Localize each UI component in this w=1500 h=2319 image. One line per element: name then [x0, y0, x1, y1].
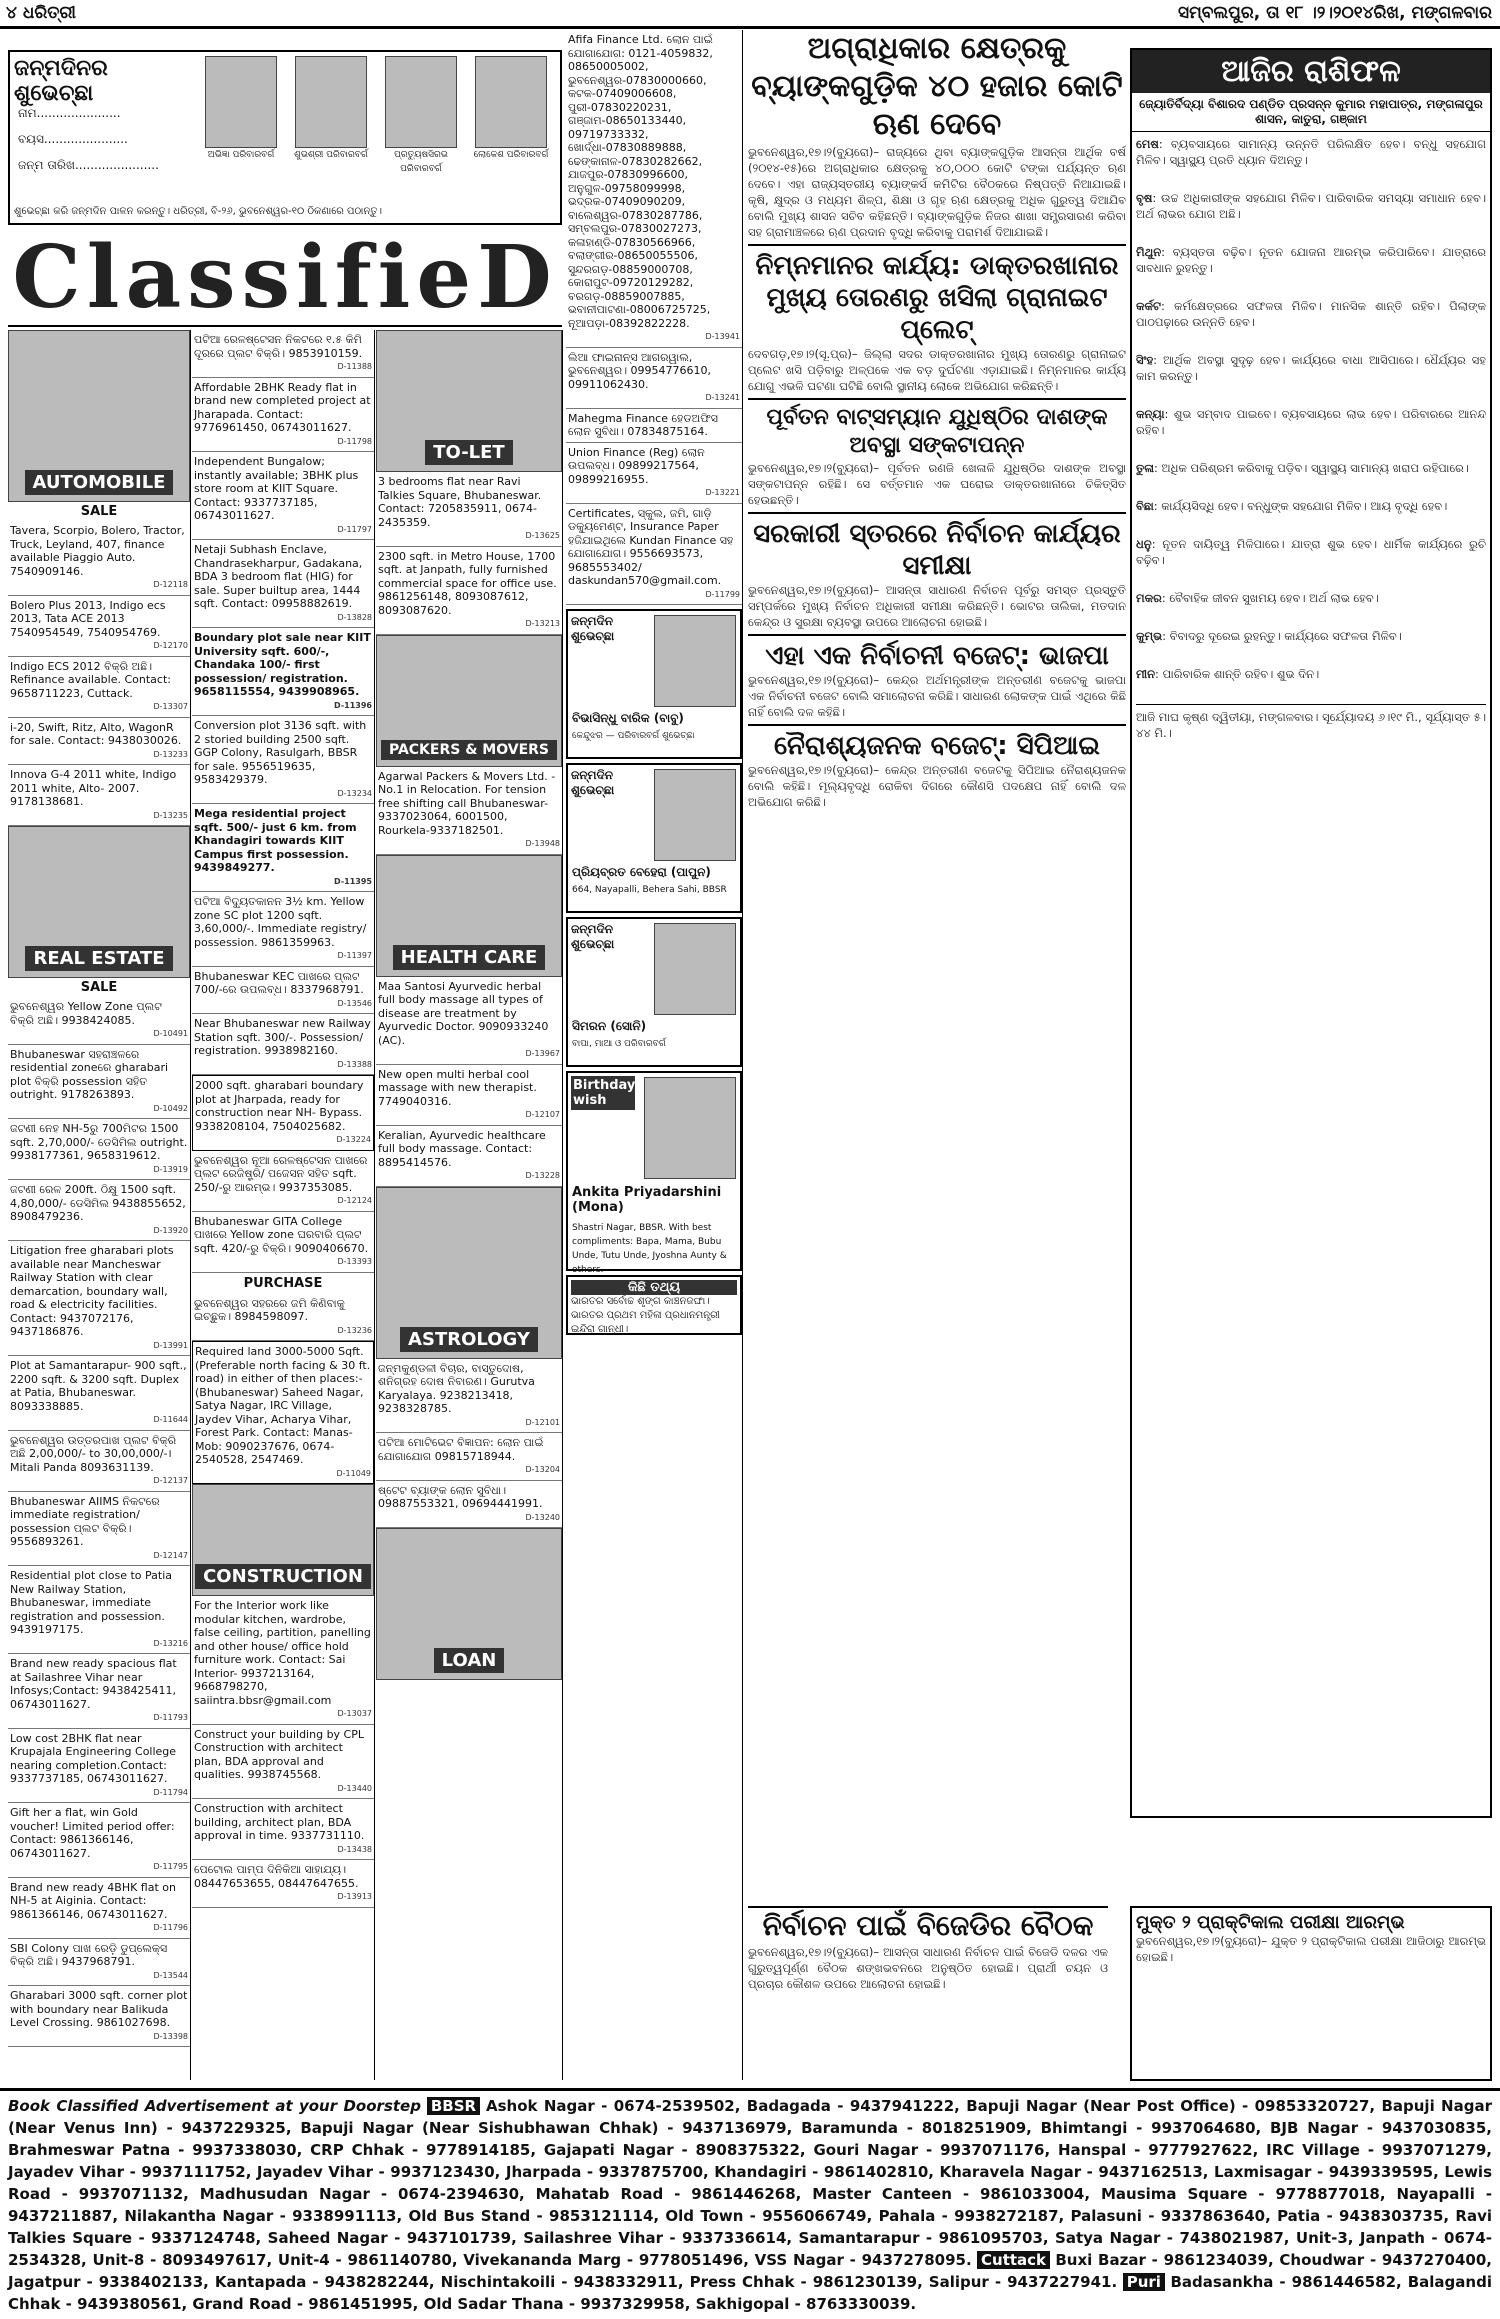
horoscope-sign: ବିଛା: କାର୍ଯ୍ୟସିଦ୍ଧି ହେବ। ବନ୍ଧୁଙ୍କ ସହଯୋଗ ମିଳିବ। ଆୟ ବୃଦ୍ଧି ହେବ। [1136, 499, 1448, 513]
construction-image [192, 1484, 374, 1596]
classified-ad: New open multi herbal cool massage with new therapist. 7749040316. D-12107 [376, 1065, 562, 1126]
classified-ad: ଭୁବନେଶ୍ୱର ସହରରେ ଜମି କିଣିବାକୁ ଇଚ୍ଛୁକ। 8984598097. D-13236 [192, 1294, 374, 1342]
mini-birthday-box [566, 917, 742, 1067]
mini-birthday-title: ଜନ୍ମଦିନ ଶୁଭେଚ୍ଛା [571, 922, 615, 951]
puri-agents: Badasankha - 9861446582, Balagandi Chhak - 9439380561, Grand Road - 9861451995, Old Sadar Thana - 9937329958, Sakhigopal - 8763330039. [8, 2273, 1492, 2313]
child-photo [654, 923, 736, 1015]
classified-ad: Agarwal Packers & Movers Ltd. - No.1 in Relocation. For tension free shifting call Bhubaneswar- 9337023064, 6001500, Rourkela-9337182501. D-13948 [376, 767, 562, 855]
news-headline: ନିମ୍ନମାନର କାର୍ଯ୍ୟ: ଡାକ୍ତରଖାନାର ମୁଖ୍ୟ ତୋରଣରୁ ଖସିଲା ଗ୍ରାନାଇଟ ପ୍ଲେଟ୍ [755, 251, 1119, 345]
horoscope-title: ଆଜିର ରାଶିଫଳ [1132, 50, 1490, 93]
photo-caption: ଶୁଭଶ୍ରୀ ପରିବାରବର୍ଗ [294, 150, 368, 160]
horoscope-sign: ମକର: ବୈବାହିକ ଜୀବନ ସୁଖମୟ ହେବ। ଅର୍ଥ ଲାଭ ହେବ। [1136, 591, 1379, 605]
fact-box [566, 1275, 742, 1335]
classified-ad: SBI Colony ପାଖ ରେଡ଼ି ଡୁପ୍ଲେକ୍ସ ବିକ୍ରି ଅଛି। 9437968791. D-13544 [8, 1939, 190, 1987]
horoscope-sign: ବୃଷ: ଉଚ୍ଚ ଅଧିକାରୀଙ୍କ ସହଯୋଗ ମିଳିବ। ପାରିବାରିକ ସମସ୍ୟା ସମାଧାନ ହେବ। ଅର୍ଥ ଲାଭର ଯୋଗ ଅଛି। [1136, 191, 1486, 221]
astrology-label: ASTROLOGY [400, 1327, 538, 1352]
mini-birthday-detail: 664, Nayapalli, Behera Sahi, BBSR [572, 885, 727, 895]
col2-ad-list [192, 330, 374, 1273]
classified-ad: Bhubaneswar GITA College ପାଖରେ Yellow zone ଘରବାରି ପ୍ଲଟ sqft. 420/-ରୁ ବିକ୍ରି। 9090406670. D-13393 [192, 1212, 374, 1273]
news-article [748, 724, 1126, 810]
sale-heading: SALE [80, 980, 118, 995]
news-article [1130, 1906, 1492, 2081]
classified-ad: Conversion plot 3136 sqft. with 2 storied building 2500 sqft. GGP Colony, Rasulgarh, BBSR for sale. 9556519635, 9583429379. D-13234 [192, 716, 374, 804]
horoscope-sign: ମେଷ: ବ୍ୟବସାୟରେ ସାମାନ୍ୟ ଉନ୍ନତି ପରିଲକ୍ଷିତ ହେବ। ବନ୍ଧୁ ସହଯୋଗ ମିଳିବ। ସ୍ୱାସ୍ଥ୍ୟ ପ୍ରତି ଧ୍ୟାନ ଦିଅନ୍ତୁ। [1136, 137, 1486, 167]
news-body: ଭୁବନେଶ୍ୱର,୧୭।୨(ବ୍ୟୁରୋ)– ଯୁକ୍ତ ୨ ପ୍ରାକ୍ଟିକାଲ ପରୀକ୍ଷା ଆଜିଠାରୁ ଆରମ୍ଭ ହୋଇଛି। [1136, 1934, 1486, 1964]
birthday-form [18, 100, 188, 178]
mini-birthday-detail: Shastri Nagar, BBSR. With best compliments: Bapa, Mama, Bubu Unde, Tutu Unde, Jyoshna Aunty & others. [572, 1223, 727, 1275]
mini-birthday-title: ଜନ୍ମଦିନ ଶୁଭେଚ୍ଛା [571, 614, 615, 643]
footer-booking-strip [0, 2088, 1500, 2313]
mini-birthday-title: Birthday wish [573, 1078, 636, 1108]
horoscope-panel [1130, 48, 1492, 1818]
news-body: ଭୁବନେଶ୍ୱର,୧୭।୨(ବ୍ୟୁରୋ)– କେନ୍ଦ୍ର ଅର୍ଥମନ୍ତ୍ରୀଙ୍କ ଅନ୍ତରୀଣ ବଜେଟକୁ ଭାଜପା ଏକ ନିର୍ବାଚନୀ ବଜେଟ ବୋଲି ସମାଲୋଚନା କରିଛି। ସାଧାରଣ ଲୋକଙ୍କ ପାଇଁ ଏଥିରେ କିଛି ନାହିଁ ବୋଲି ଦଳ କହିଛି। [748, 673, 1126, 719]
mini-birthday-detail: କେନ୍ଦୁଝର — ପରିବାରବର୍ଗ ଶୁଭେଚ୍ଛା [572, 731, 695, 741]
classified-ad: Residential plot close to Patia New Railway Station, Bhubaneswar, immediate registration and possession. 9439197175. D-13216 [8, 1566, 190, 1654]
classified-column-3 [376, 330, 563, 2080]
classified-ad: For the Interior work like modular kitchen, wardrobe, false ceiling, partition, panelling and other house/ office hold furniture work. Contact: Sai Interior- 9937213164, 9668798270, saiintra.bbsr@gmail.com D-13037 [192, 1596, 374, 1725]
photo-caption: ପ୍ରତ୍ୟୁଷସିରଭ ପରିବାରବର୍ଗ [394, 150, 448, 174]
horoscope-sign: ସିଂହ: ଆର୍ଥିକ ଅବସ୍ଥା ସୁଦୃଢ଼ ହେବ। କାର୍ଯ୍ୟରେ ବାଧା ଆସିପାରେ। ଧୈର୍ଯ୍ୟର ସହ କାମ କରନ୍ତୁ। [1136, 353, 1487, 383]
classified-ad: ଭୁବନେଶ୍ୱର Yellow Zone ପ୍ଲଟ ବିକ୍ରି ଅଛି। 9938424085. D-10491 [8, 997, 190, 1045]
horoscope-sign: ଧନୁ: ନୂତନ ଦାୟିତ୍ୱ ମିଳିପାରେ। ଯାତ୍ରା ଶୁଭ ହେବ। ଧାର୍ମିକ କାର୍ଯ୍ୟରେ ରୁଚି ବଢ଼ିବ। [1136, 537, 1486, 567]
page-number-label: ୪ ଧରିତ୍ରୀ [6, 3, 76, 23]
horoscope-list [1132, 132, 1490, 745]
classified-ad: Union Finance (Reg) ଲୋନ ଉପଲବ୍ଧ। 09899217564, 09899216955. D-13221 [566, 443, 742, 504]
health-care-label: HEALTH CARE [393, 945, 546, 970]
classified-ad: Construct your building by CPL Construction with architect plan, BDA approval and qualities. 9938745568. D-13440 [192, 1725, 374, 1800]
classified-ad: ପଟିଆ ମୋଟିଭେଟ ବିଜ୍ଞାପନ: ଲୋନ ପାଇଁ ଯୋଗାଯୋଗ 09815718944. D-13204 [376, 1433, 562, 1481]
news-article [748, 398, 1126, 508]
news-body: ଦେବଗଡ଼,୧୭।୨(ସୂ.ପ୍ର)– ଜିଲ୍ଲା ସଦର ଡାକ୍ତରଖାନାର ମୁଖ୍ୟ ତୋରଣରୁ ଗ୍ରାନାଇଟ ପ୍ଲେଟ ଖସି ପଡ଼ିବାରୁ ଅଳ୍ପକେ ଏକ ବଡ଼ ଦୁର୍ଘଟଣା ଏଡ଼ାଯାଇଛି। ନିମ୍ନମାନର କାର୍ଯ୍ୟ ଯୋଗୁ ଏଭଳି ଘଟଣା ଘଟିଛି ବୋଲି ସ୍ଥାନୀୟ ଲୋକେ ଅଭିଯୋଗ କରିଛନ୍ତି। [748, 347, 1126, 393]
classified-ad: Netaji Subhash Enclave, Chandrasekharpur, Gadakana, BDA 3 bedroom flat (HIG) for sale. Super builtup area, 1444 sqft. Contact: 09958882619. D-13828 [192, 540, 374, 628]
birthday-panel-title: ଜନ୍ମଦିନର ଶୁଭେଚ୍ଛା [14, 56, 108, 106]
news-body: ଭୁବନେଶ୍ୱର,୧୭।୨(ବ୍ୟୁରୋ)– ପୂର୍ବତନ ରଣଜି ଖେଳାଳି ଯୁଧିଷ୍ଠିର ଦାଶଙ୍କ ଅବସ୍ଥା ସଙ୍କଟାପନ୍ନ ରହିଛି। ସେ ବର୍ତ୍ତମାନ ଏକ ଘରୋଇ ଡାକ୍ତରଖାନାରେ ଚିକିତ୍ସିତ ହେଉଛନ୍ତି। [748, 461, 1126, 507]
horoscope-byline: ଜ୍ୟୋତିର୍ବିଦ୍ୟା ବିଶାରଦ ପଣ୍ଡିତ ପ୍ରସନ୍ନ କୁମାର ମହାପାତ୍ର, ମଙ୍ଗଳାପୁର ଶାସନ, କାତୁରା, ଗଞ୍ଜାମ [1132, 93, 1490, 132]
news-body: ଭୁବନେଶ୍ୱର,୧୭।୨(ବ୍ୟୁରୋ)– ରାଜ୍ୟରେ ଥିବା ବ୍ୟାଙ୍କଗୁଡ଼ିକ ଆସନ୍ତା ଆର୍ଥିକ ବର୍ଷ (୨୦୧୪-୧୫)ରେ ଅଗ୍ରାଧିକାର କ୍ଷେତ୍ରକୁ ୪୦,୦୦୦ କୋଟି ଟଙ୍କା ପର୍ଯ୍ୟନ୍ତ ଋଣ ଦେବେ। ଏହା ରାଜ୍ୟସ୍ତରୀୟ ବ୍ୟାଙ୍କର୍ସ କମିଟିର ବୈଠକରେ ନିଷ୍ପତ୍ତି ନିଆଯାଇଛି। କୃଷି, କ୍ଷୁଦ୍ର ଓ ମଧ୍ୟମ ଶିଳ୍ପ, ଶିକ୍ଷା ଓ ଗୃହ ଋଣ କ୍ଷେତ୍ରକୁ ଅଧିକ ଗୁରୁତ୍ୱ ଦିଆଯିବ ବୋଲି ମୁଖ୍ୟ ଶାସନ ସଚିବ କହିଛନ୍ତି। ବ୍ୟାଙ୍କଗୁଡ଼ିକ ନିଜର ଶାଖା ସମ୍ପ୍ରସାରଣ କରିବା ସହ ଗ୍ରାମାଞ୍ଚଳରେ ଋଣ ପ୍ରଦାନ ବୃଦ୍ଧି କରିବାକୁ ପରାମର୍ଶ ଦିଆଯାଇଛି। [748, 145, 1126, 239]
fact-box-text: ଭାରତର ସର୍ବୋଚ୍ଚ ଶୃଙ୍ଗ କାଞ୍ଚନଜଙ୍ଘା। ଭାରତର ପ୍ରଥମ ମହିଳା ପ୍ରଧାନମନ୍ତ୍ରୀ ଇନ୍ଦିରା ଗାନ୍ଧୀ। [571, 1296, 720, 1335]
classified-ad: i-20, Swift, Ritz, Alto, WagonR for sale. Contact: 9438030026. D-13233 [8, 718, 190, 766]
classified-ad: Indigo ECS 2012 ବିକ୍ରି ଅଛି। Refinance available. Contact: 9658711223, Cuttack. D-13307 [8, 657, 190, 718]
mini-birthday-name: ବିଭାସିନ୍ଧୁ ବାରିକ (ବାବୁ) [572, 711, 684, 725]
classified-ad: ଭୁବନେଶ୍ୱର ନୂଆ ରେଳଷ୍ଟେସନ ପାଖରେ ପ୍ଲଟ ରେଜିଷ୍ଟ୍ରି/ ପଜେସନ ସହିତ sqft. 250/-ରୁ ଆରମ୍ଭ। 9937353085. D-12124 [192, 1151, 374, 1212]
news-article [748, 30, 1126, 240]
estate-ad-list [8, 997, 190, 2047]
child-photo [654, 769, 736, 861]
news-column [748, 30, 1126, 2080]
cuttack-agents: Buxi Bazar - 9861234039, Choudwar - 9437270400, Jagatpur - 9338402133, Kantapada - 9438282244, Nischintakoili - 9438332911, Press Chhak - 9861230139, Salipur - 9437227941. [8, 2251, 1492, 2291]
classified-ad: Near Bhubaneswar new Railway Station sqft. 300/-. Possession/ registration. 9938982160. D-13388 [192, 1014, 374, 1075]
child-photo [475, 56, 547, 148]
form-name-line: ନାମ...................... [18, 106, 121, 120]
classified-column-2 [192, 330, 375, 2080]
classified-banner [8, 227, 562, 328]
classified-ad: Brand new ready spacious flat at Sailashree Vihar near Infosys;Contact: 9438425411, 06743011627. D-11793 [8, 1654, 190, 1729]
real-estate-image [8, 826, 190, 978]
child-photo [654, 615, 736, 707]
horoscope-sign: କର୍କଟ: କର୍ମକ୍ଷେତ୍ରରେ ସଫଳତା ମିଳିବ। ମାନସିକ ଶାନ୍ତି ରହିବ। ପିଲାଙ୍କ ପାଠପଢ଼ାରେ ଉନ୍ନତି ହେବ। [1136, 299, 1486, 329]
news-article [748, 244, 1126, 394]
news-article [748, 512, 1126, 630]
classified-ad: 3 bedrooms flat near Ravi Talkies Square, Bhubaneswar. Contact: 7205835911, 0674-2435359. D-13625 [376, 472, 562, 547]
horoscope-sign: କୁମ୍ଭ: ବିବାଦରୁ ଦୂରେଇ ରୁହନ୍ତୁ। କାର୍ଯ୍ୟରେ ସଫଳତା ମିଳିବ। [1136, 629, 1402, 643]
news-article [748, 1906, 1108, 2083]
classified-ad: Bhubaneswar ସହରାଞ୍ଚଳରେ residential zoneରେ gharabari plot ବିକ୍ରି possession ସହିତ outright. 9178263893. D-10492 [8, 1045, 190, 1120]
to-let-image [376, 330, 562, 472]
classified-title: ClassifieD [12, 227, 558, 328]
automobile-image [8, 330, 190, 502]
loan-image [376, 1528, 562, 1680]
classified-ad: Maa Santosi Ayurvedic herbal full body massage all types of disease are treatment by Ayurvedic Doctor. 9090933240 (AC). D-13967 [376, 977, 562, 1065]
photo-caption: ଅଭିଜ୍ଞା ପରିବାରବର୍ଗ [207, 150, 275, 160]
puri-tag: Puri [1123, 2273, 1165, 2291]
auto-ad-list [8, 521, 190, 826]
classified-ad: Gift her a flat, win Gold voucher! Limited period offer: Contact: 9861366146, 06743011627. D-11795 [8, 1803, 190, 1878]
mini-birthday-name: ସିମରନ (ସୋନି) [572, 1019, 647, 1033]
mini-birthday-box [566, 1071, 742, 1275]
classified-ad: Mahegma Finance ହେଡଅଫିସ ଲୋନ ସୁବିଧା। 07834875164. [566, 409, 742, 443]
bbsr-agents: Ashok Nagar - 0674-2539502, Badagada - 9437941222, Bapuji Nagar (Near Post Office) - 09853320727, Bapuji Nagar (Near Venus Inn) - 9437229325, Bapuji Nagar (Near Sishubhawan Chhak) - 9437136979, Baramunda - 8018251909, Bhimtangi - 9937064680, BJB Nagar - 9437030835, Brahmeswar Patna - 9937338030, CRP Chhak - 9778914185, Gajapati Nagar - 8908375322, Gouri Nagar - 9937071176, Hanspal - 9777927622, IRC Village - 9937071279, Jayadev Vihar - 9937111752, Jayadev Vihar - 9937123430, Jharpada - 9337875700, Khandagiri - 9861402810, Kharavela Nagar - 9437162513, Laxmisagar - 9439339595, Lewis Road - 9937071132, Madhusudan Nagar - 0674-2394630, Mahatab Road - 9861446268, Master Canteen - 9861033004, Mausima Square - 9778877018, Nayapalli - 9437211887, Nilakantha Nagar - 9338991113, Old Bus Stand - 9853121114, Old Town - 9556066749, Pahala - 9938272187, Palasuni - 9337863640, Patia - 9438303735, Ravi Talkies Square - 9337124748, Saheed Nagar - 9437101739, Sailashree Vihar - 9337336614, Samantarapur - 9861095703, Satya Nagar - 7438021987, Unit-3, Janpath - 0674-2534328, Unit-8 - 8093497617, Unit-4 - 9861140780, Vivekananda Marg - 9778051496, VSS Nagar - 9437278095. [8, 2097, 1492, 2269]
horoscope-sign: ମିଥୁନ: ବ୍ୟସ୍ତତା ବଢ଼ିବ। ନୂତନ ଯୋଜନା ଆରମ୍ଭ କରିପାରିବେ। ଯାତ୍ରାରେ ସାବଧାନ ରୁହନ୍ତୁ। [1136, 245, 1486, 275]
to-let-label: TO-LET [425, 440, 512, 465]
mini-birthday-box [566, 609, 742, 759]
news-body: ଭୁବନେଶ୍ୱର,୧୭।୨(ବ୍ୟୁରୋ)– କେନ୍ଦ୍ର ଅନ୍ତରୀଣ ବଜେଟକୁ ସିପିଆଇ ନୈରାଶ୍ୟଜନକ ବୋଲି କହିଛି। ମୂଲ୍ୟବୃଦ୍ଧି ରୋକିବା ଦିଗରେ କୌଣସି ପଦକ୍ଷେପ ନାହିଁ ବୋଲି ଦଳ ଅଭିଯୋଗ କରିଛି। [748, 763, 1126, 809]
horoscope-footer: ଆଜି ମାଘ କୃଷ୍ଣ ଦ୍ୱିତୀୟା, ମଙ୍ଗଳବାର। ସୂର୍ଯ୍ୟୋଦୟ ୬।୧୯ ମି., ସୂର୍ଯ୍ୟାସ୍ତ ୫।୪୪ ମି.। [1136, 704, 1486, 741]
purchase-heading: PURCHASE [243, 1275, 323, 1291]
classified-ad: Mega residential project sqft. 500/- just 6 km. from Khandagiri towards KIIT Campus first possession. 9439849277. D-11395 [192, 804, 374, 892]
astrology-image [376, 1187, 562, 1359]
classified-ad: Gharabari 3000 sqft. corner plot with boundary near Balikuda Level Crossing. 9861027698. D-13398 [8, 1986, 190, 2047]
classified-ad: 2000 sqft. gharabari boundary plot at Jharpada, ready for construction near NH- Bypass. 9338208104, 7504025682. D-13224 [192, 1075, 374, 1151]
classified-ad: Required land 3000-5000 Sqft. (Preferable north facing & 30 ft. road) in either of then places:- (Bhubaneswar) Saheed Nagar, Satya Nagar, IRC Village, Jaydev Vihar, Acharya Vihar, Forest Park. Contact: Manas- Mob: 9090237676, 0674-2540528, 2547469. D-11049 [192, 1341, 374, 1484]
classified-ad: Bolero Plus 2013, Indigo ecs 2013, Tata ACE 2013 7540954549, 7540954769. D-12170 [8, 596, 190, 657]
form-dob-line: ଜନ୍ମ ତାରିଖ...................... [18, 158, 159, 172]
classified-ad: 2300 sqft. in Metro House, 1700 sqft. at Janpath, fully furnished commercial space for office use. 9861256148, 8093087612, 8093087620. D-13213 [376, 547, 562, 635]
mini-birthday-title: ଜନ୍ମଦିନ ଶୁଭେଚ୍ଛା [571, 768, 615, 797]
classified-ad: Independent Bungalow; instantly available; 3BHK plus store room at KIIT Square. Contact: 9337737185, 06743011627. D-11797 [192, 452, 374, 540]
classified-ad: Boundary plot sale near KIIT University sqft. 600/-, Chandaka 100/- first possession/ registration. 9658115554, 9439908965. D-11396 [192, 628, 374, 716]
classified-ad: Plot at Samantarapur- 900 sqft., 2200 sqft. & 3200 sqft. Duplex at Patia, Bhubaneswar. 8093338885. D-11644 [8, 1356, 190, 1431]
news-headline: ସରକାରୀ ସ୍ତରରେ ନିର୍ବାଚନ କାର୍ଯ୍ୟର ସମୀକ୍ଷା [753, 519, 1121, 581]
classified-ad: ପେଟୋଲ ପାମ୍ପ ଦିନିକିଆ ସାହାଯ୍ୟ। 08447653655, 08447647655. D-13913 [192, 1860, 374, 1908]
classified-ad: ପଟିଆ ବିଦ୍ୟୁତକାନନ 3½ km. Yellow zone SC plot 1200 sqft. 3,60,000/-. Immediate registry/ possession. 9861359963. D-11397 [192, 892, 374, 967]
mini-birthday-name: Ankita Priyadarshini (Mona) [572, 1185, 722, 1215]
automobile-label: AUTOMOBILE [25, 470, 174, 495]
classified-ad: ପଟିଆ ରେଳଷ୍ଟେସନ ନିକଟରେ ୧.୫ କିମି ଦୂରରେ ପ୍ଲଟ ବିକ୍ରି। 9853910159. D-11388 [192, 330, 374, 378]
footer-text [0, 2091, 1500, 2319]
news-headline: ଅଗ୍ରାଧିକାର କ୍ଷେତ୍ରକୁ ବ୍ୟାଙ୍କଗୁଡ଼ିକ ୪୦ ହଜାର କୋଟି ଋଣ ଦେବେ [751, 31, 1123, 142]
photo-caption: ଲୋକେଶ ପରିବାରବର୍ଗ [473, 150, 549, 160]
cuttack-tag: Cuttack [977, 2251, 1050, 2269]
classified-column-4 [566, 30, 743, 2080]
packers-label: PACKERS & MOVERS [381, 740, 557, 760]
news-body: ଭୁବନେଶ୍ୱର,୧୭।୨(ବ୍ୟୁରୋ)– ଆସନ୍ତା ସାଧାରଣ ନିର୍ବାଚନ ପାଇଁ ବିଜେଡି ଦଳର ଏକ ଗୁରୁତ୍ୱପୂର୍ଣ୍ଣ ବୈଠକ ଶଙ୍ଖଭବନରେ ଅନୁଷ୍ଠିତ ହୋଇଛି। ପ୍ରାର୍ଥୀ ଚୟନ ଓ ପ୍ରଚାର କୌଶଳ ଉପରେ ଆଲୋଚନା ହୋଇଛି। [748, 1945, 1108, 1991]
classified-ad: Bhubaneswar KEC ପାଖରେ ପ୍ଲଟ 700/-ରେ ଉପଲବ୍ଧ। 8337968791. D-13546 [192, 967, 374, 1015]
form-age-line: ବୟସ...................... [18, 132, 128, 146]
child-photo [644, 1077, 736, 1179]
child-photo [295, 56, 367, 148]
news-headline: ନିର୍ବାଚନ ପାଇଁ ବିଜେଡିର ବୈଠକ [762, 1909, 1094, 1942]
classified-ad: Litigation free gharabari plots available near Mancheswar Railway Station with clear demarcation, boundary wall, road & electricity facilities. Contact: 9437072176, 9437186876. D-13991 [8, 1241, 190, 1356]
news-headline: ମୁକ୍ତ ୨ ପ୍ରାକ୍ଟିକାଲ ପରୀକ୍ଷା ଆରମ୍ଭ [1136, 1912, 1405, 1933]
news-article [748, 634, 1126, 720]
classified-ad: Keralian, Ayurvedic healthcare full body massage. Contact: 8895414576. D-13228 [376, 1126, 562, 1187]
classified-ad: Innova G-4 2011 white, Indigo 2011 white, Alto- 2007. 9178138681. D-13235 [8, 765, 190, 826]
news-headline: ନୈରାଶ୍ୟଜନକ ବଜେଟ୍: ସିପିଆଇ [774, 731, 1100, 761]
classified-column-1 [8, 330, 191, 2080]
birthday-note: ଶୁଭେଚ୍ଛା କରି ଜନ୍ମଦିନ ପାଳନ କରନ୍ତୁ। ଧରିତ୍ରୀ, ବି-୨୬, ଭୁବନେଶ୍ୱର-୧୦ ଠିକଣାରେ ପଠାନ୍ତୁ। [14, 206, 382, 217]
classified-ad: ଜଟଣୀ ରେଳ 200ft. ଠିକ୍ଷୁ 1500 sqft. 4,80,000/- ଡେସିମିଲ 9438855652, 8908479236. D-13920 [8, 1180, 190, 1241]
loan-label: LOAN [434, 1648, 505, 1673]
classified-ad: ଭୁବନେଶ୍ୱର ଉତ୍ତରପାଖ ପ୍ଲଟ ବିକ୍ରି ଅଛି 2,00,000/- to 30,00,000/-। Mitali Panda 8093631139. D-12137 [8, 1431, 190, 1492]
classified-ad: Brand new ready 4BHK flat on NH-5 at Aiginia. Contact: 9861366146, 06743011627. D-11796 [8, 1878, 190, 1939]
news-headline: ପୂର୍ବତନ ବାଟ୍ସମ୍ୟାନ ଯୁଧିଷ୍ଠିର ଦାଶଙ୍କ ଅବସ୍ଥା ସଙ୍କଟାପନ୍ନ [766, 405, 1108, 458]
horoscope-sign: କନ୍ୟା: ଶୁଭ ସମ୍ବାଦ ପାଇବେ। ବ୍ୟବସାୟରେ ଲାଭ ହେବ। ପରିବାରରେ ଆନନ୍ଦ ରହିବ। [1136, 407, 1487, 437]
classified-ad: ଲିଆ ଫାଇନାନ୍ସ ଆଗରୱାଲ, ଭୁବନେଶ୍ୱର। 09954776610, 09911062430. D-13241 [566, 348, 742, 409]
classified-ad: ଜନ୍ମକୁଣ୍ଡଳୀ ବିଚାର, ବାସ୍ତୁଦୋଷ, ଶନିଗ୍ରହ ଦୋଷ ନିବାରଣ। Gurutva Karyalaya. 9238213418, 9238328785. D-12101 [376, 1359, 562, 1434]
classified-ad: Tavera, Scorpio, Bolero, Tractor, Truck, Leyland, 407, finance available Piaggio Auto. 7540909146. D-12118 [8, 521, 190, 596]
child-photo [205, 56, 277, 148]
classified-ad: Construction with architect building, architect plan, BDA approval in time. 9337731110. D-13438 [192, 1799, 374, 1860]
packers-image [376, 635, 562, 767]
dateline: ସମ୍ବଲପୁର, ତା ୧୮ ।୨।୨୦୧୪ରିଖ, ମଙ୍ଗଳବାର [1178, 3, 1492, 23]
health-care-image [376, 855, 562, 977]
sale-heading: SALE [80, 504, 118, 519]
news-headline: ଏହା ଏକ ନିର୍ବାଚନୀ ବଜେଟ୍: ଭାଜପା [765, 641, 1109, 671]
classified-ad: Certificates, ସ୍କୁଲ, ଜମି, ଗାଡ଼ି ଡକ୍ୟୁମେଣ୍ଟ, Insurance Paper ହଜିଯାଇଥିଲେ Kundan Finance ସହ ଯୋଗାଯୋଗ। 9556693573, 9685553402/ daskundan570@gmail.com. D-11799 [566, 504, 742, 606]
classified-ad: Low cost 2BHK flat near Krupajala Engineering College nearing completion.Contact: 9337737185, 06743011627. D-11794 [8, 1729, 190, 1804]
child-photo [385, 56, 457, 148]
classified-ad: Bhubaneswar AIIMS ନିକଟରେ immediate registration/ possession ପ୍ଲଟ ବିକ୍ରି। 9556893261. D-12147 [8, 1492, 190, 1567]
birthday-panel [8, 50, 562, 225]
horoscope-sign: ମୀନ: ପାରିବାରିକ ଶାନ୍ତି ରହିବ। ଶୁଭ ଦିନ। [1136, 667, 1320, 681]
footer-title: Book Classified Advertisement at your Doorstep [8, 2097, 421, 2115]
real-estate-label: REAL ESTATE [25, 946, 172, 971]
page-header [0, 0, 1500, 29]
classified-ad: ଜଟଣୀ ନେହ NH-5ରୁ 700ମିଟର 1500 sqft. 2,70,000/- ଡେସିମିଲ outright. 9938177361, 9658319612. D-13919 [8, 1119, 190, 1180]
mini-birthday-box [566, 763, 742, 913]
mini-birthday-name: ପ୍ରିୟବ୍ରତ ବେହେରା (ପାପୁନ) [572, 865, 711, 879]
classified-ad: Afifa Finance Ltd. ଲୋନ ପାଇଁ ଯୋଗାଯୋଗ: 0121-4059832, 08650005002, ଭୁବନେଶ୍ୱର-07830000660, କଟକ-07409006608, ପୁରୀ-07830220231, ଗଞ୍ଜାମ-08650133440, 09719733332, ଖୋର୍ଦ୍ଧା-07830889888, ଢେଙ୍କାନାଳ-07830282662, ଯାଜପୁର-07830996600, ଅନୁଗୁଳ-09758099998, ଭଦ୍ରକ-07409090209, ବାଲେଶ୍ୱର-07830287786, ସମ୍ବଲପୁର-07830027273, କଳାହାଣ୍ଡି-07830566966, ବଲାଙ୍ଗୀର-08650055506, ସୁନ୍ଦରଗଡ଼-08859000708, କୋରାପୁଟ-09720129282, ବରଗଡ଼-08859007885, ଭବାନୀପାଟଣା-08006725725, ନୂଆପଡ଼ା-08392822228. D-13941 [566, 30, 742, 348]
news-body: ଭୁବନେଶ୍ୱର,୧୭।୨(ବ୍ୟୁରୋ)– ଆସନ୍ତା ସାଧାରଣ ନିର୍ବାଚନ ପୂର୍ବରୁ ସମସ୍ତ ପ୍ରସ୍ତୁତି ସମ୍ପର୍କରେ ମୁଖ୍ୟ ନିର୍ବାଚନ ଅଧିକାରୀ ସମୀକ୍ଷା କରିଛନ୍ତି। ଭୋଟର ତାଲିକା, ମତଦାନ କେନ୍ଦ୍ର ଓ ସୁରକ୍ଷା ବ୍ୟବସ୍ଥା ଉପରେ ଆଲୋଚନା ହୋଇଛି। [748, 583, 1126, 629]
horoscope-sign: ତୁଳା: ଅଧିକ ପରିଶ୍ରମ କରିବାକୁ ପଡ଼ିବ। ସ୍ୱାସ୍ଥ୍ୟ ସାମାନ୍ୟ ଖରାପ ରହିପାରେ। [1136, 461, 1469, 475]
fact-box-title: କିଛି ତଥ୍ୟ [571, 1280, 737, 1295]
classified-ad: ଷ୍ଟେଟ ବ୍ୟାଙ୍କ ଲୋନ ସୁବିଧା। 09887553321, 09694441991. D-13240 [376, 1481, 562, 1529]
construction-label: CONSTRUCTION [195, 1564, 371, 1589]
bbsr-tag: BBSR [427, 2097, 480, 2115]
mini-birthday-detail: ବାପା, ମାଆ ଓ ପରିବାରବର୍ଗ [572, 1039, 666, 1049]
classified-ad: Affordable 2BHK Ready flat in brand new completed project at Jharapada. Contact: 9776961450, 06743011627. D-11798 [192, 378, 374, 453]
